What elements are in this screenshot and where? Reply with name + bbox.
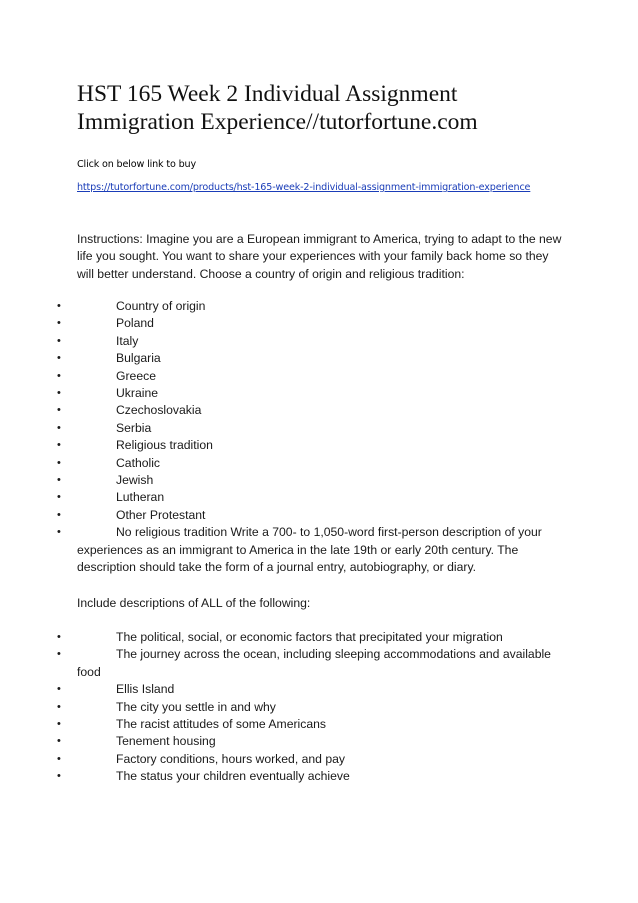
bullet-icon: • (57, 752, 61, 765)
list-item: • Catholic (0, 455, 568, 472)
list-item: • Lutheran (0, 489, 568, 506)
list-item: • Serbia (0, 420, 568, 437)
bullet-icon: • (57, 526, 61, 539)
list-item: • Tenement housing (0, 733, 568, 750)
bullet-icon: • (57, 439, 61, 452)
instructions-paragraph: Instructions: Imagine you are a European immigrant to America, trying to adapt to the new life you sought. You want to share your experiences with your family back home so they will better understand. Choose a country of origin and religious tradition: (77, 232, 562, 281)
bullet-icon: • (57, 421, 61, 434)
requirements-list (0, 629, 638, 786)
bullet-icon: • (57, 648, 61, 661)
list-item: • Country of origin (0, 298, 568, 315)
list-item: • Ukraine (0, 385, 568, 402)
list-item: • The status your children eventually achieve (0, 768, 568, 785)
list-item: • Bulgaria (0, 350, 568, 367)
bullet-icon: • (57, 317, 61, 330)
include-heading: Include descriptions of ALL of the following: (77, 596, 311, 610)
list-item: • Poland (0, 315, 568, 332)
list-item: • The journey across the ocean, including sleeping accommodations and available food (57, 647, 551, 679)
title-line-2: Immigration Experience//tutorfortune.com (77, 109, 478, 135)
list-item: • Ellis Island (0, 681, 568, 698)
document-title (77, 80, 597, 136)
list-item: • Czechoslovakia (0, 402, 568, 419)
bullet-icon: • (57, 300, 61, 312)
buy-instruction: Click on below link to buy (77, 159, 196, 170)
bullet-icon: • (57, 770, 61, 783)
bullet-icon: • (57, 735, 61, 748)
title-line-1: HST 165 Week 2 Individual Assignment (77, 81, 458, 107)
list-item: • Jewish (0, 472, 568, 489)
list-item: • The racist attitudes of some Americans (0, 716, 568, 733)
bullet-icon: • (57, 456, 61, 469)
list-item: • Greece (0, 368, 568, 385)
bullet-icon: • (57, 334, 61, 347)
bullet-icon: • (57, 700, 61, 713)
options-list (0, 298, 638, 577)
bullet-icon: • (57, 387, 61, 400)
bullet-icon: • (57, 631, 61, 643)
bullet-icon: • (57, 352, 61, 365)
product-link[interactable]: https://tutorfortune.com/products/hst-165-week-2-individual-assignment-immigration-experience (77, 182, 531, 193)
list-item: • The city you settle in and why (0, 699, 568, 716)
list-item: • Factory conditions, hours worked, and pay (0, 751, 568, 768)
bullet-icon: • (57, 474, 61, 487)
bullet-icon: • (57, 404, 61, 417)
bullet-icon: • (57, 683, 61, 696)
list-item: • Religious tradition (0, 437, 568, 454)
bullet-icon: • (57, 508, 61, 521)
list-item: • The political, social, or economic factors that precipitated your migration (0, 629, 568, 646)
bullet-icon: • (57, 369, 61, 382)
list-item: • Italy (0, 333, 568, 350)
list-item: • Other Protestant (0, 507, 568, 524)
bullet-icon: • (57, 718, 61, 731)
bullet-icon: • (57, 491, 61, 504)
list-item: • No religious tradition Write a 700- to 1,050-word first-person description of your experiences as an immigrant to America in the late 19th or early 20th century. The description should take the form of a journal entry, autobiography, or diary. (57, 525, 542, 575)
